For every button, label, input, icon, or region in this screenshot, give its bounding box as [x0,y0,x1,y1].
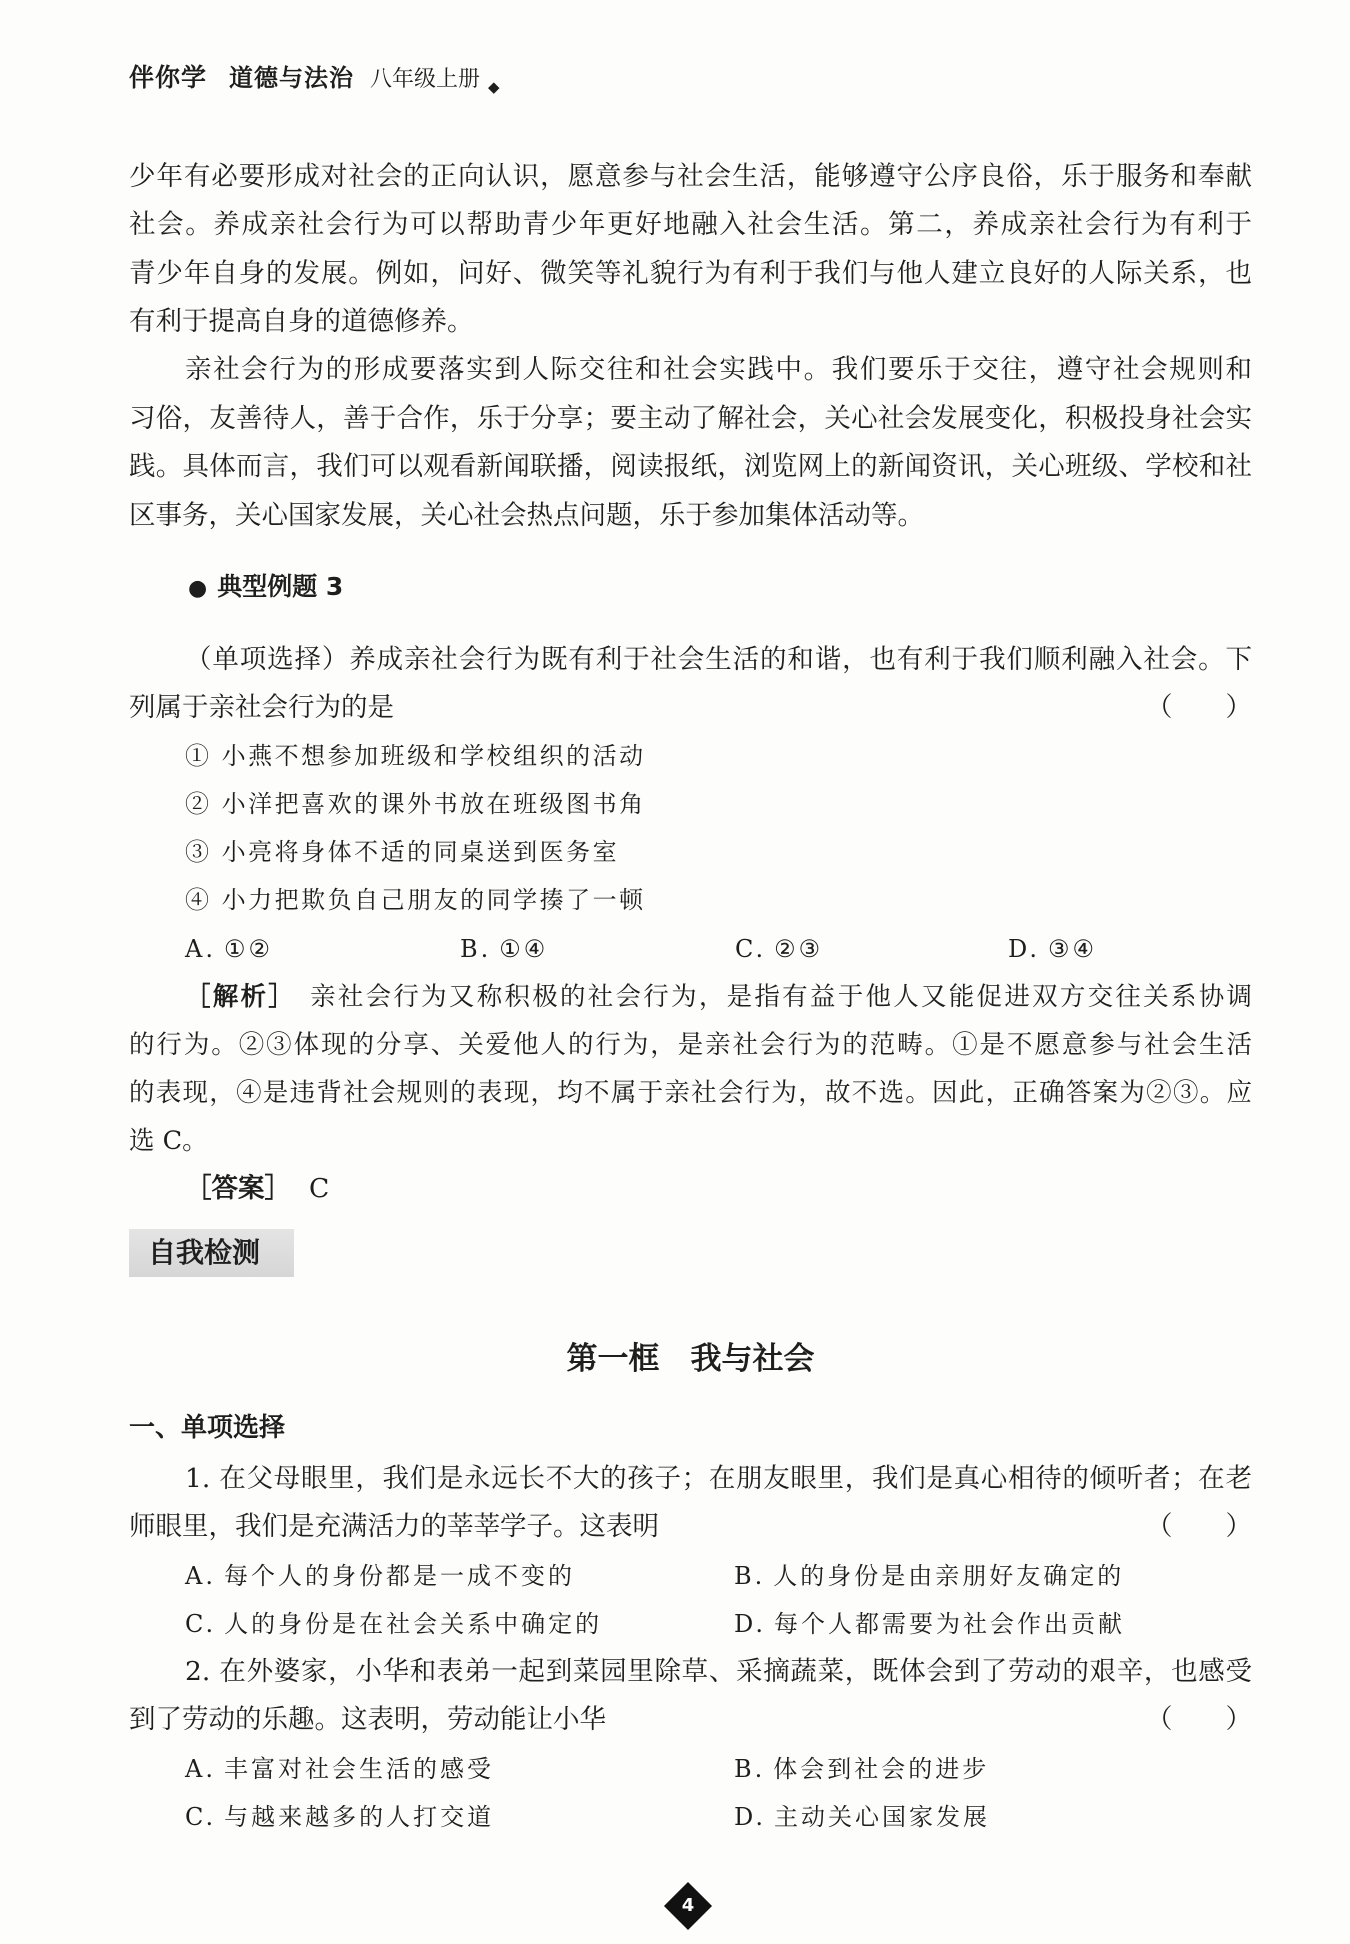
paragraph-line: 习俗，友善待人，善于合作，乐于分享；要主动了解社会，关心社会发展变化，积极投身社会实 [129,402,1252,434]
question-line [129,684,1252,732]
statement-item: ④ 小力把欺负自己朋友的同学揍了一顿 [185,886,646,915]
choice-a: A. 丰富对社会生活的感受 [185,1754,494,1783]
paragraph-line: 亲社会行为的形成要落实到人际交往和社会实践中。我们要乐于交往，遵守社会规则和 [185,354,1252,386]
choice-b: B. 体会到社会的进步 [734,1754,990,1783]
paragraph-line: 区事务，关心国家发展，关心社会热点问题，乐于参加集体活动等。 [129,499,924,531]
question-text: 师眼里，我们是充满活力的莘莘学子。这表明 [129,1511,659,1543]
analysis-text: 亲社会行为又称积极的社会行为，是指有益于他人又能促进双方交往关系协调 [310,981,1252,1012]
paragraph-line: 少年有必要形成对社会的正向认识，愿意参与社会生活，能够遵守公序良俗，乐于服务和奉献 [129,161,1252,192]
example-heading [188,563,343,611]
choice-row [129,1600,1252,1648]
statement-item: ③ 小亮将身体不适的同桌送到医务室 [185,838,620,867]
book-subject: 道德与法治 [229,64,355,92]
analysis-line: 的表现，④是违背社会规则的表现，均不属于亲社会行为，故不选。因此，正确答案为②③。应 [129,1077,1252,1108]
choice-b: B. ①④ [460,934,549,963]
paragraph-line: 有利于提高自身的道德修养。 [129,306,474,338]
choice-c: C. ②③ [735,934,824,963]
choice-row [129,925,1252,973]
choice-b: B. 人的身份是由亲朋好友确定的 [734,1561,1125,1590]
answer-value: C [309,1173,330,1205]
bullet-icon: ● [188,576,208,601]
choice-row [129,1793,1252,1841]
analysis-line: 选 C。 [129,1125,208,1156]
answer-bracket: （ ） [1146,1704,1252,1736]
section-title: 第一框 我与社会 [566,1341,815,1377]
paragraph-line: 践。具体而言，我们可以观看新闻联播，阅读报纸，浏览网上的新闻资讯，关心班级、学校和社 [129,451,1252,483]
choice-row [129,1745,1252,1793]
choice-c: C. 人的身份是在社会关系中确定的 [185,1609,603,1638]
statement-item: ② 小洋把喜欢的课外书放在班级图书角 [185,790,646,819]
book-grade: 八年级上册 [370,67,481,92]
question-text: 列属于亲社会行为的是 [129,692,394,724]
example-question [129,636,1252,1213]
question-line [129,1696,1252,1744]
choice-d: D. ③④ [1008,934,1098,963]
choice-d: D. 每个人都需要为社会作出贡献 [734,1609,1126,1638]
analysis-line: 的行为。②③体现的分享、关爱他人的行为，是亲社会行为的范畴。①是不愿意参与社会生活 [129,1029,1252,1060]
part-title: 一、单项选择 [129,1413,286,1443]
example-title: 典型例题 3 [217,572,344,601]
choice-row [129,1552,1252,1600]
self-check-label: 自我检测 [129,1229,294,1277]
question-list [129,1455,1252,1841]
paragraph-line: 青少年自身的发展。例如，问好、微笑等礼貌行为有利于我们与他人建立良好的人际关系，也 [129,257,1252,289]
diamond-icon: ◆ [488,78,500,96]
question-line: 2. 在外婆家，小华和表弟一起到菜园里除草、采摘蔬菜，既体会到了劳动的艰辛，也感受 [185,1656,1252,1688]
question-line: 1. 在父母眼里，我们是永远长不大的孩子；在朋友眼里，我们是真心相待的倾听者；在老 [185,1463,1252,1494]
question-text: 到了劳动的乐趣。这表明，劳动能让小华 [129,1704,606,1736]
intro-text [129,153,1252,540]
answer-line [129,1165,1252,1213]
running-header [129,60,500,96]
answer-bracket: （ ） [1146,692,1252,724]
answer-label: ［答案］ [185,1173,291,1205]
answer-bracket: （ ） [1146,1511,1252,1543]
choice-a: A. 每个人的身份都是一成不变的 [185,1561,575,1590]
analysis-label: ［解析］ [185,981,297,1012]
analysis-line [129,973,1252,1021]
question-line: （单项选择）养成亲社会行为既有利于社会生活的和谐，也有利于我们顺利融入社会。下 [185,644,1252,675]
statement-item: ① 小燕不想参加班级和学校组织的活动 [185,742,646,771]
paragraph-line: 社会。养成亲社会行为可以帮助青少年更好地融入社会生活。第二，养成亲社会行为有利于 [129,209,1252,241]
book-series: 伴你学 [129,63,208,92]
page-number-badge [664,1882,712,1930]
choice-c: C. 与越来越多的人打交道 [185,1803,495,1832]
choice-d: D. 主动关心国家发展 [734,1803,991,1832]
page-number: 4 [681,1895,695,1916]
question-line [129,1503,1252,1551]
choice-a: A. ①② [185,934,273,963]
